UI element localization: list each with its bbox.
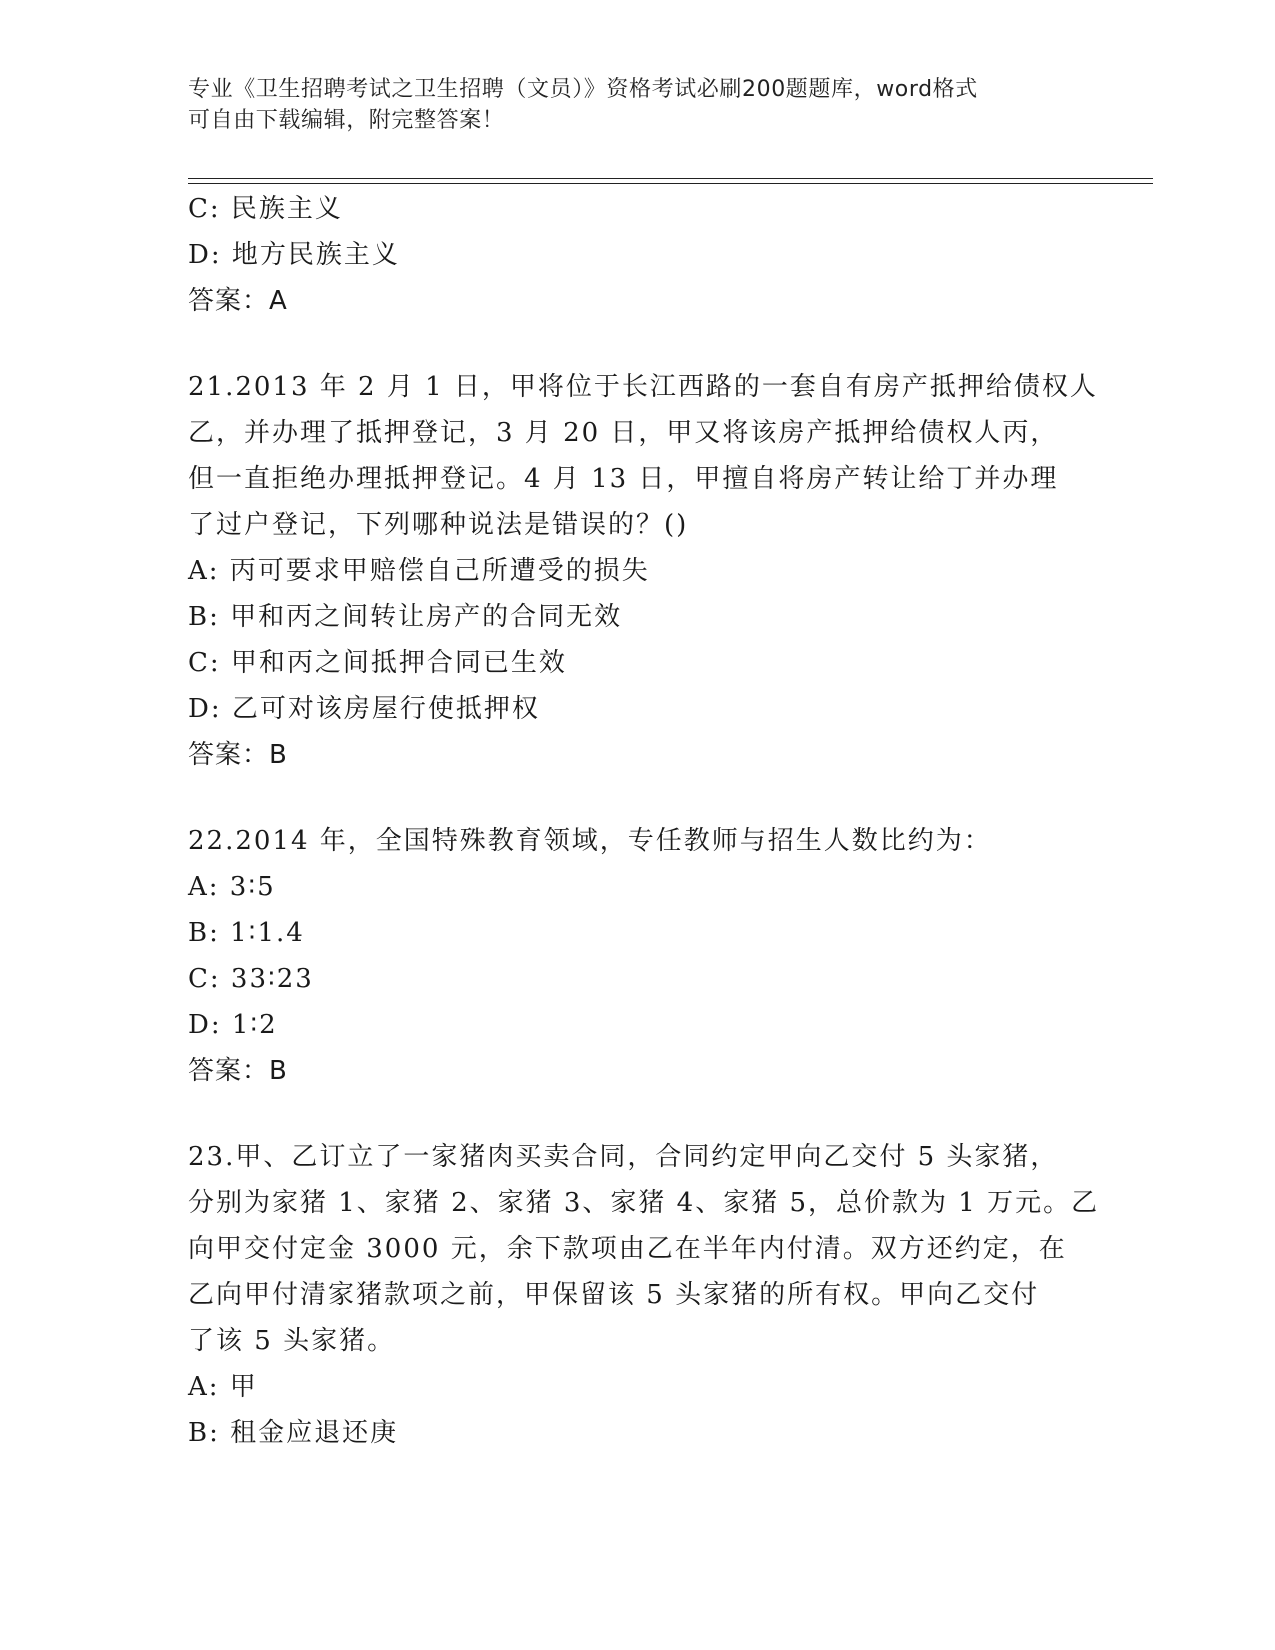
question-text-line: 23.甲、乙订立了一家猪肉买卖合同，合同约定甲向乙交付 5 头家猪，	[188, 1142, 1059, 1172]
question-22	[188, 818, 1088, 1094]
option-d: D: 1∶2	[188, 1010, 278, 1040]
question-23	[188, 1134, 1100, 1456]
question-text-line: 了过户登记，下列哪种说法是错误的？()	[188, 510, 689, 540]
option-b: B: 租金应退还庚	[188, 1418, 399, 1448]
question-text-line: 21.2013 年 2 月 1 日，甲将位于长江西路的一套自有房产抵押给债权人	[188, 372, 1098, 402]
option-d: D: 地方民族主义	[188, 240, 400, 270]
header-rule-bottom	[188, 183, 1153, 184]
question-text-line: 22.2014 年，全国特殊教育领域，专任教师与招生人数比约为：	[188, 826, 992, 856]
answer-line: 答案：B	[188, 740, 288, 770]
option-a: A: 丙可要求甲赔偿自己所遭受的损失	[188, 556, 650, 586]
option-b: B: 1∶1.4	[188, 918, 305, 948]
option-c: C: 甲和丙之间抵押合同已生效	[188, 648, 567, 678]
spacer	[188, 324, 1088, 364]
option-d: D: 乙可对该房屋行使抵押权	[188, 694, 540, 724]
answer-line: 答案：A	[188, 286, 288, 316]
document-body	[188, 186, 1100, 1456]
question-text-line: 但一直拒绝办理抵押登记。4 月 13 日，甲擅自将房产转让给丁并办理	[188, 464, 1059, 494]
spacer	[188, 778, 1088, 818]
question-20-continued	[188, 186, 1088, 324]
header-title-line-1: 专业《卫生招聘考试之卫生招聘（文员）》资格考试必刷200题题库，word格式	[188, 77, 978, 102]
option-c: C: 33∶23	[188, 964, 314, 994]
spacer	[188, 1094, 1088, 1134]
question-text-line: 向甲交付定金 3000 元，余下款项由乙在半年内付清。双方还约定，在	[188, 1234, 1067, 1264]
option-c: C: 民族主义	[188, 194, 343, 224]
question-text-line: 乙，并办理了抵押登记，3 月 20 日，甲又将该房产抵押给债权人丙，	[188, 418, 1059, 448]
question-text-line: 了该 5 头家猪。	[188, 1326, 396, 1356]
question-text-line: 分别为家猪 1、家猪 2、家猪 3、家猪 4、家猪 5，总价款为 1 万元。乙	[188, 1188, 1100, 1218]
option-a: A: 甲	[188, 1372, 258, 1402]
option-a: A: 3∶5	[188, 872, 276, 902]
document-header	[188, 74, 1068, 136]
option-b: B: 甲和丙之间转让房产的合同无效	[188, 602, 623, 632]
header-title-line-2: 可自由下载编辑，附完整答案！	[188, 108, 505, 133]
answer-line: 答案：B	[188, 1056, 288, 1086]
header-rule-top	[188, 178, 1153, 179]
question-text-line: 乙向甲付清家猪款项之前，甲保留该 5 头家猪的所有权。甲向乙交付	[188, 1280, 1040, 1310]
question-21	[188, 364, 1098, 778]
